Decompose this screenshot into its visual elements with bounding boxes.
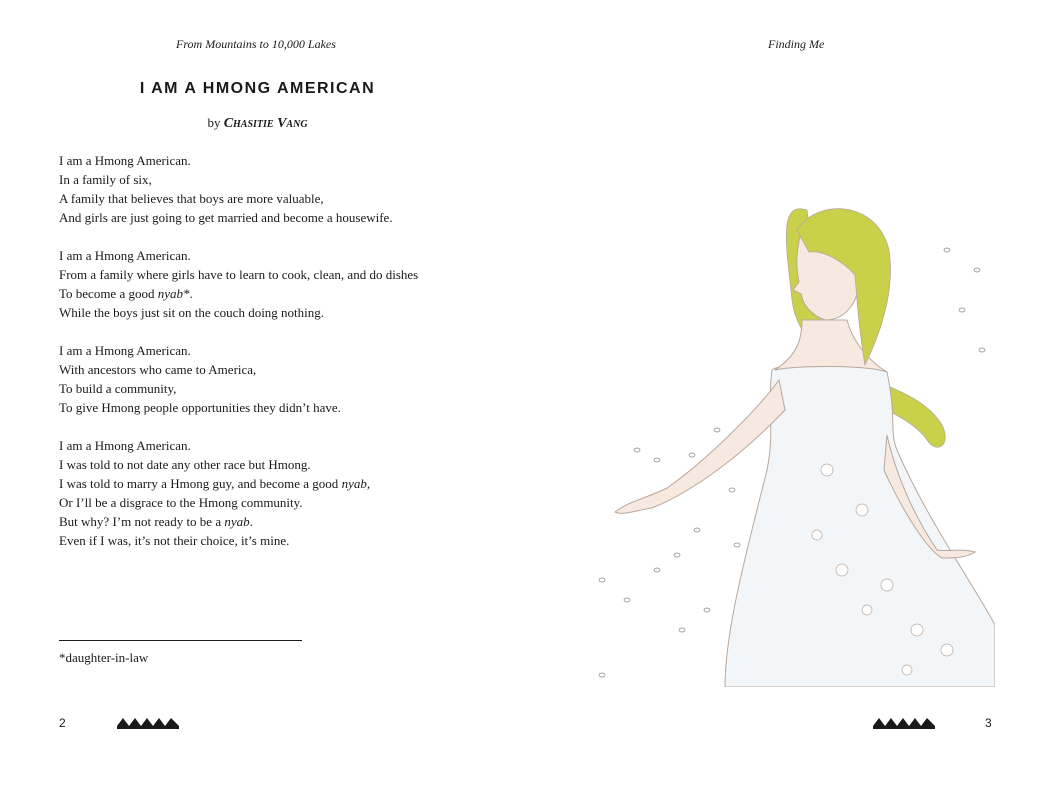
poem-line: I am a Hmong American. (59, 438, 191, 453)
stanza (59, 436, 499, 550)
poem-line: To give Hmong people opportunities they didn’t have. (59, 400, 341, 415)
poem-line: While the boys just sit on the couch doing nothing. (59, 305, 325, 320)
right-page (525, 0, 1051, 788)
girl-illustration (597, 190, 995, 687)
right-running-head: Finding Me (768, 37, 825, 51)
poem-line: But why? I’m not ready to be a nyab. (59, 514, 253, 529)
footnote-rule (59, 640, 302, 641)
poem-line: A family that believes that boys are more valuable, (59, 191, 324, 206)
poem-line: To become a good nyab*. (59, 286, 193, 301)
right-page-number: 3 (985, 716, 992, 730)
left-page (0, 0, 525, 788)
footnote: *daughter-in-law (59, 650, 149, 665)
poem-line: I was told to marry a Hmong guy, and become a good nyab, (59, 476, 371, 491)
poem-line: Or I’ll be a disgrace to the Hmong community. (59, 495, 303, 510)
stanza (59, 341, 499, 417)
poem-title: I AM A HMONG AMERICAN (139, 80, 376, 97)
stanza (59, 151, 499, 227)
poem-line: To build a community, (59, 381, 177, 396)
poem-line: I am a Hmong American. (59, 343, 191, 358)
left-page-number: 2 (59, 716, 66, 730)
byline (0, 115, 515, 132)
author-name: Chasitie Vang (223, 116, 308, 131)
poem-line: From a family where girls have to learn to cook, clean, and do dishes (59, 267, 419, 282)
stanza (59, 246, 499, 322)
zigzag-ornament-icon (873, 716, 935, 729)
poem-line: In a family of six, (59, 172, 152, 187)
poem-body (59, 151, 499, 569)
poem-line: I was told to not date any other race but Hmong. (59, 457, 311, 472)
zigzag-ornament-icon (117, 716, 179, 729)
byline-prefix: by (207, 115, 221, 130)
left-running-head: From Mountains to 10,000 Lakes (176, 37, 336, 51)
poem-line: I am a Hmong American. (59, 153, 191, 168)
poem-line: And girls are just going to get married and become a housewife. (59, 210, 393, 225)
poem-line: Even if I was, it’s not their choice, it’s mine. (59, 533, 290, 548)
poem-line: I am a Hmong American. (59, 248, 191, 263)
poem-line: With ancestors who came to America, (59, 362, 257, 377)
